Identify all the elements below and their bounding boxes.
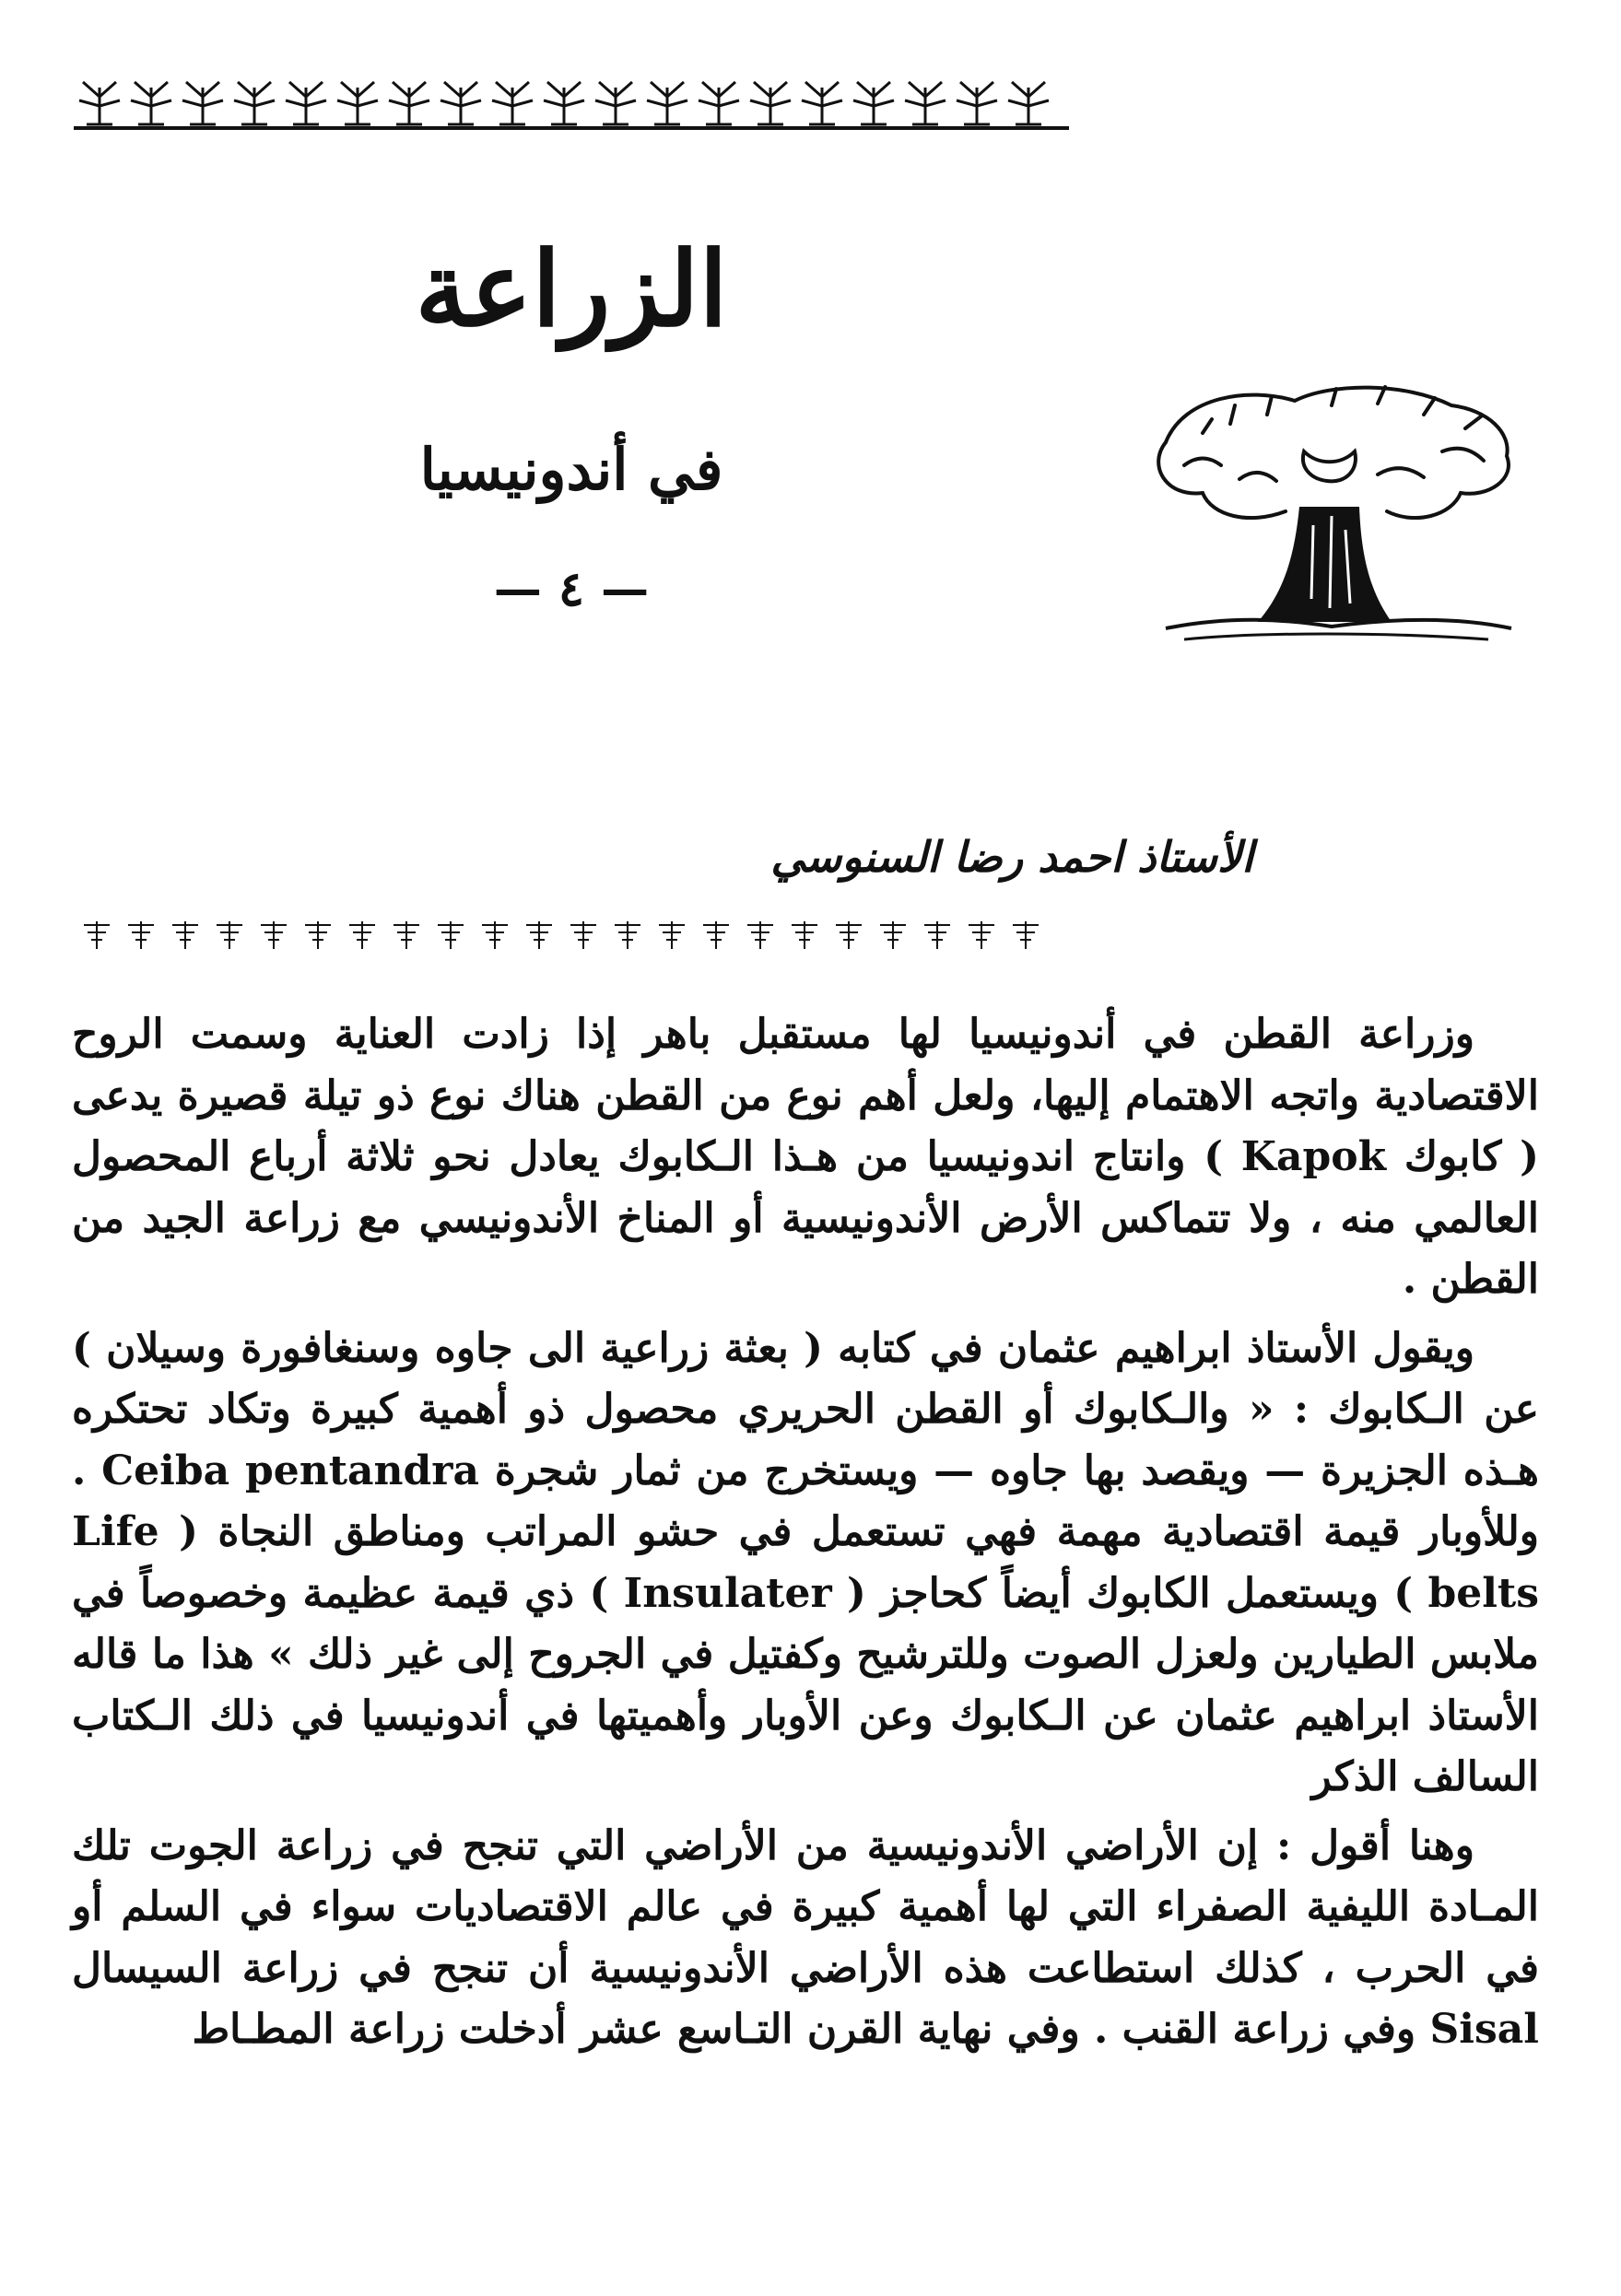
divider-motif <box>84 921 110 949</box>
palm-motif <box>699 82 739 124</box>
article-subtitle: في أندونيسيا <box>419 436 723 503</box>
palm-motif <box>595 82 636 124</box>
palm-motif <box>802 82 842 124</box>
divider-motif <box>747 921 773 949</box>
palm-motif <box>182 82 223 124</box>
palm-motif <box>440 82 481 124</box>
divider-motif <box>217 921 242 949</box>
palm-motif <box>853 82 894 124</box>
divider-motif <box>128 921 154 949</box>
palm-motif <box>492 82 533 124</box>
divider-motif <box>526 921 552 949</box>
tree-illustration-icon <box>1147 378 1521 654</box>
palm-motif <box>905 82 946 124</box>
divider-motif <box>836 921 862 949</box>
article-body <box>72 1004 1539 2276</box>
author-byline: الأستاذ احمد رضا السنوسي <box>770 832 1253 882</box>
divider-motif <box>1013 921 1039 949</box>
palm-motif <box>544 82 584 124</box>
palm-motif <box>286 82 326 124</box>
divider-motif <box>172 921 198 949</box>
divider-motif <box>394 921 419 949</box>
palm-motif <box>389 82 429 124</box>
palm-motif <box>79 82 120 124</box>
divider-motif <box>261 921 287 949</box>
paragraph-1: وزراعة القطن في أندونيسيا لها مستقبل باهر إذا زادت العناية وسمت الروح الاقتصادية واتجه الاهتمام إليها، ولعل أهم نوع من القطن هناك نوع ذو تيلة قصيرة يدعى ( كابوك Kapok ) وانتاج اندونيسيا من هـذا الـكابوك يعادل نحو ثلاثة أرباع المحصول العالمي منه ، ولا تتماكس الأرض الأندونيسية أو المناخ الأندونيسي مع زراعة الجيد من القطن . <box>72 1011 1539 1303</box>
divider-motif <box>438 921 464 949</box>
divider-motif <box>570 921 596 949</box>
palm-frieze-ornament-icon <box>74 69 1069 134</box>
divider-motif <box>969 921 994 949</box>
divider-motif <box>482 921 508 949</box>
palm-motif <box>647 82 687 124</box>
divider-motif <box>880 921 906 949</box>
palm-motif <box>337 82 378 124</box>
paragraph-2: ويقول الأستاذ ابراهيم عثمان في كتابه ( بعثة زراعية الى جاوه وسنغافورة وسيلان ) عن الـكابوك : « والـكابوك أو القطن الحريري محصول ذو أهمية كبيرة وتكاد تحتكره هـذه الجزيرة — ويقصد بها جاوه — ويستخرج من ثمار شجرة Ceiba pentandra . وللأوبار قيمة اقتصادية مهمة فهي تستعمل في حشو المراتب ومناطق النجاة ( Life belts ) ويستعمل الكابوك أيضاً كحاجز ( Insulater ) ذي قيمة عظيمة وخصوصاً في ملابس الطيارين ولعزل الصوت وللترشيح وكفتيل في الجروح إلى غير ذلك » هذا ما قاله الأستاذ ابراهيم عثمان عن الـكابوك وعن الأوبار وأهميتها في أندونيسيا في ذلك الـكتاب السالف الذكر <box>72 1324 1540 1800</box>
divider-motif <box>349 921 375 949</box>
palm-motif <box>131 82 171 124</box>
divider-motif <box>703 921 729 949</box>
palm-divider-ornament-icon <box>74 912 1069 958</box>
palm-motif <box>1008 82 1049 124</box>
divider-motif <box>305 921 331 949</box>
palm-motif <box>750 82 791 124</box>
paragraph-3: وهنا أقول : إن الأراضي الأندونيسية من الأراضي التي تنجح في زراعة الجوت تلك المـادة الليفية الصفراء التي لها أهمية كبيرة في عالم الاقتصاديات سواء في السلم أو في الحرب ، كذلك استطاعت هذه الأراضي الأندونيسية أن تنجح في زراعة السيسال Sisal وفي زراعة القنب . وفي نهاية القرن التـاسع عشر أدخلت زراعة المطـاط <box>72 1822 1539 2053</box>
article-title: الزراعة <box>415 229 728 350</box>
divider-motif <box>615 921 640 949</box>
palm-motif <box>234 82 275 124</box>
divider-motif <box>792 921 817 949</box>
divider-motif <box>924 921 950 949</box>
palm-motif <box>957 82 997 124</box>
divider-motif <box>659 921 685 949</box>
part-number: — ٤ — <box>493 561 650 617</box>
